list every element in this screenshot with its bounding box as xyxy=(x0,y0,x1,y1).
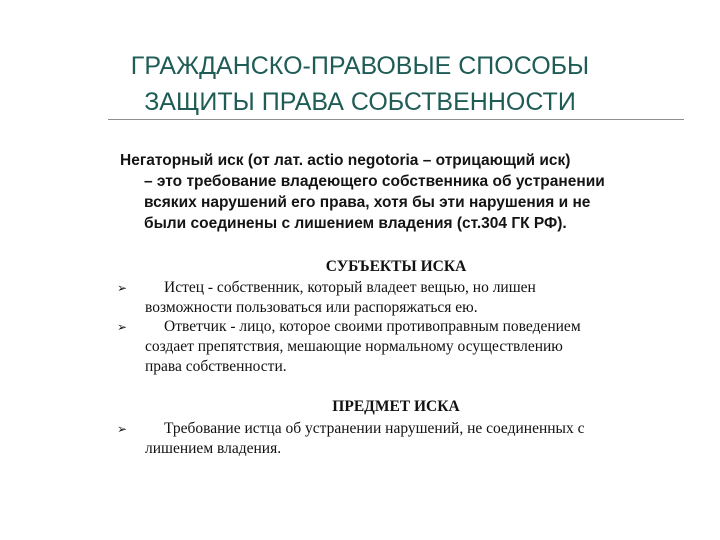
subject-matter-line-2: лишением владения. xyxy=(145,440,282,457)
definition-line-1: Негаторный иск (от лат. actio negotoria – отрицающий иск) xyxy=(120,152,571,169)
slide-title-line-1: ГРАЖДАНСКО-ПРАВОВЫЕ СПОСОБЫ xyxy=(130,52,590,80)
subject-item-text xyxy=(145,278,677,318)
arrow-bullet-icon: ➢ xyxy=(117,422,128,436)
definition-line-3: всяких нарушений его права, хотя бы эти нарушения и не xyxy=(144,194,591,211)
title-divider xyxy=(108,119,684,120)
arrow-bullet-icon: ➢ xyxy=(117,281,128,295)
definition-line-2: – это требование владеющего собственника об устранении xyxy=(144,173,605,190)
arrow-bullet-icon: ➢ xyxy=(117,320,128,334)
subject-item-line-2: создает препятствия, мешающие нормальному осуществлению xyxy=(145,338,563,355)
subjects-heading: СУБЪЕКТЫ ИСКА xyxy=(325,258,467,275)
subject-matter-item-text xyxy=(145,419,677,459)
subject-item-line-1: Истец - собственник, который владеет вещью, но лишен xyxy=(164,279,536,296)
definition-line-4: были соединены с лишением владения (ст.304 ГК РФ). xyxy=(144,215,567,232)
subject-matter-line-1: Требование истца об устранении нарушений, не соединенных с xyxy=(164,420,585,437)
subject-item-line-2: возможности пользоваться или распоряжаться ею. xyxy=(145,299,478,316)
subject-item-line-3: права собственности. xyxy=(145,358,287,375)
definition-paragraph xyxy=(120,150,680,234)
slide-title-line-2: ЗАЩИТЫ ПРАВА СОБСТВЕННОСТИ xyxy=(144,88,576,116)
slide-title xyxy=(0,48,720,120)
subject-item-text xyxy=(145,317,677,377)
subject-matter-heading: ПРЕДМЕТ ИСКА xyxy=(332,398,460,415)
subject-item-line-1: Ответчик - лицо, которое своими противоправным поведением xyxy=(164,318,581,335)
